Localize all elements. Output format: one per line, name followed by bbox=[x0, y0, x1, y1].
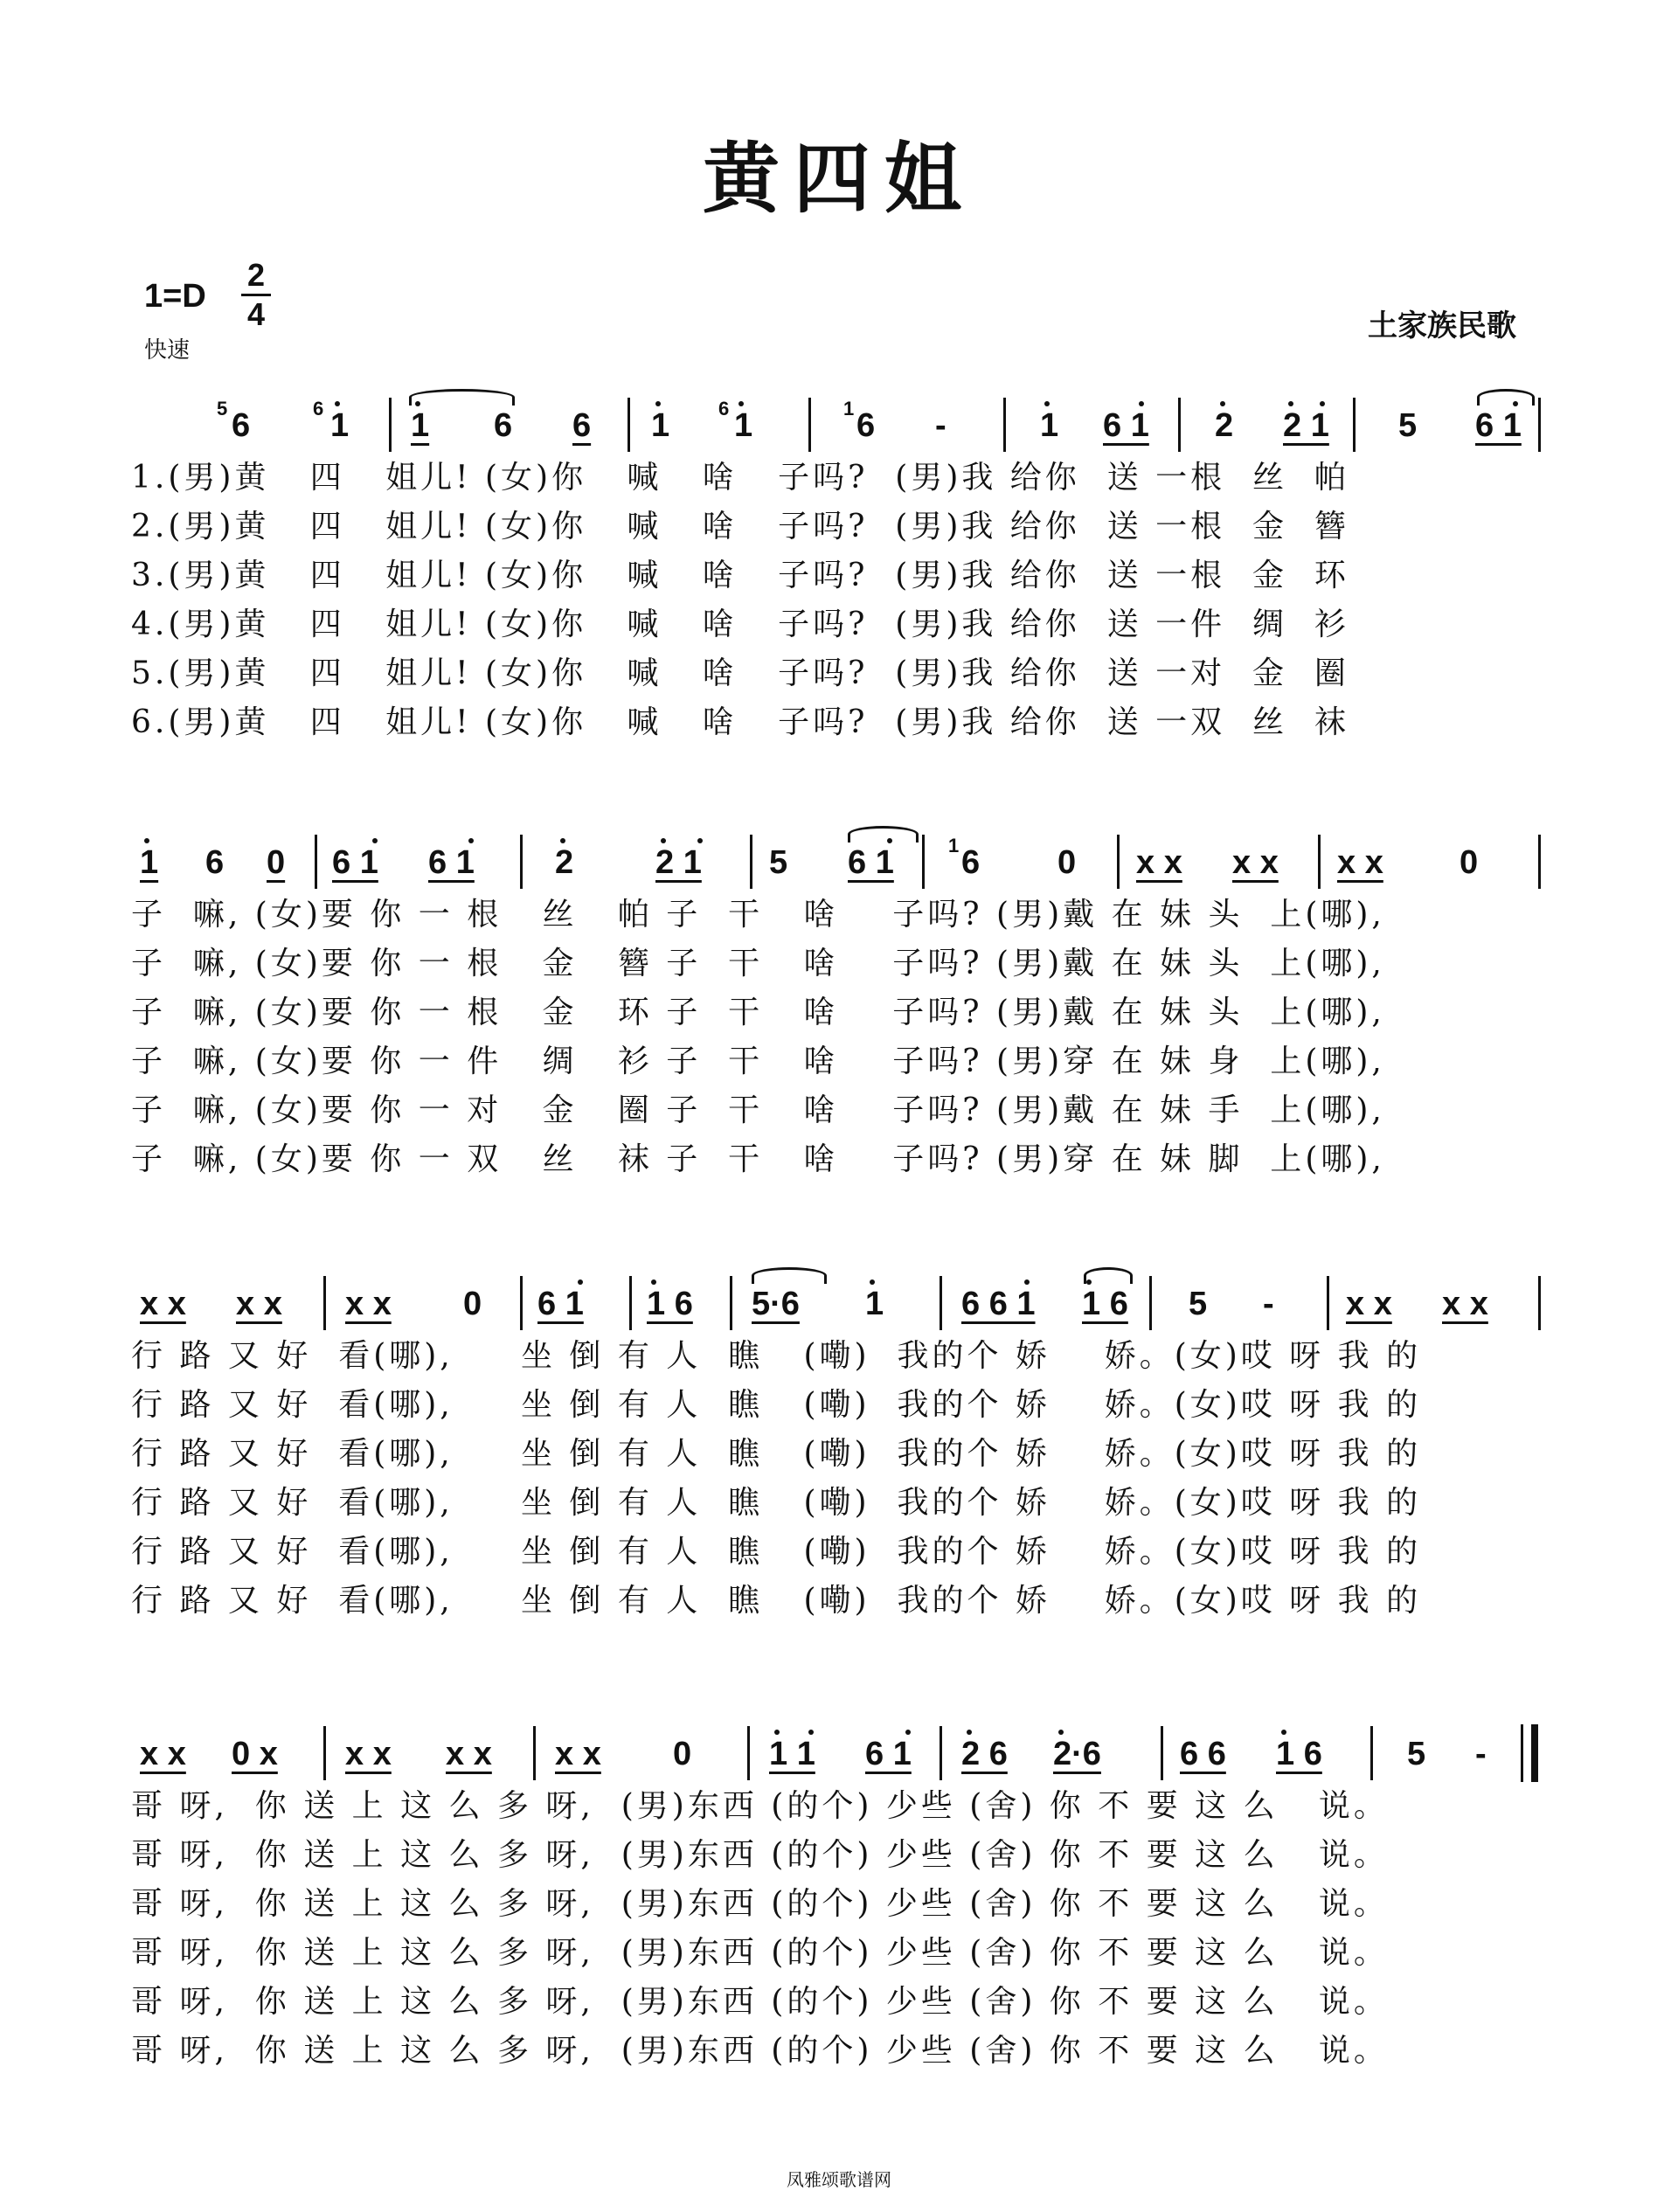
note: 1 bbox=[330, 407, 350, 444]
note: - bbox=[1475, 1736, 1487, 1772]
note: 2 bbox=[1215, 407, 1234, 444]
lyric-line: 子 嘛, (女)要 你 一 根 金 环 子 干 啥 子吗? (男)戴 在 妹 头 上(哪), bbox=[131, 995, 1385, 1030]
tempo-marking: 快速 bbox=[144, 337, 191, 364]
note: 6 1 bbox=[848, 844, 894, 881]
key-signature: 1=D bbox=[144, 278, 206, 315]
note: 6 1 bbox=[332, 844, 378, 881]
note: 6 6 bbox=[1180, 1736, 1226, 1772]
note: 6 bbox=[856, 407, 876, 444]
note: 6 bbox=[961, 844, 981, 881]
footer-credit: 凤雅颂歌谱网 bbox=[787, 2169, 891, 2190]
note: x x bbox=[236, 1286, 282, 1322]
note: 1 bbox=[140, 844, 159, 881]
lyric-line: 子 嘛, (女)要 你 一 双 丝 袜 子 干 啥 子吗? (男)穿 在 妹 脚 上(哪), bbox=[131, 1141, 1385, 1177]
note: 1 6 bbox=[647, 1286, 693, 1322]
note: 1 bbox=[734, 407, 753, 444]
note: 6 bbox=[232, 407, 251, 444]
lyric-line: 行 路 又 好 看(哪), 坐 倒 有 人 瞧 (嘞) 我的个 娇 娇。(女)哎 呀 我 的 bbox=[131, 1583, 1422, 1619]
note: 1 bbox=[411, 407, 430, 444]
lyric-line: 子 嘛, (女)要 你 一 件 绸 衫 子 干 啥 子吗? (男)穿 在 妹 身 上(哪), bbox=[131, 1044, 1385, 1079]
note: - bbox=[935, 407, 946, 444]
note: 2·6 bbox=[1053, 1736, 1101, 1772]
song-source: 土家族民歌 bbox=[1368, 309, 1516, 343]
note: 6 1 bbox=[1103, 407, 1149, 444]
lyric-line: 行 路 又 好 看(哪), 坐 倒 有 人 瞧 (嘞) 我的个 娇 娇。(女)哎 呀 我 的 bbox=[131, 1534, 1422, 1570]
note: 2 1 bbox=[1283, 407, 1329, 444]
lyric-line: 行 路 又 好 看(哪), 坐 倒 有 人 瞧 (嘞) 我的个 娇 娇。(女)哎 呀 我 的 bbox=[131, 1485, 1422, 1521]
time-sig-top: 2 bbox=[246, 257, 266, 293]
time-signature bbox=[241, 259, 271, 331]
note: x x bbox=[1346, 1286, 1392, 1322]
note: 5·6 bbox=[752, 1286, 800, 1322]
note: 0 bbox=[267, 844, 286, 881]
note: 2 6 bbox=[961, 1736, 1008, 1772]
notes-row: 1 6 0 6 1 6 1 2 2 1 5 6 1 1 6 0 x x x x x x 0 bbox=[0, 835, 1678, 896]
lyric-line: 子 嘛, (女)要 你 一 对 金 圈 子 干 啥 子吗? (男)戴 在 妹 手 上(哪), bbox=[131, 1092, 1385, 1128]
note: 6 1 bbox=[865, 1736, 912, 1772]
note: 0 bbox=[673, 1736, 692, 1772]
note: 6 1 bbox=[1475, 407, 1522, 444]
note: 2 bbox=[555, 844, 574, 881]
note: 5 bbox=[1189, 1286, 1208, 1322]
note: 6 bbox=[205, 844, 225, 881]
note: x x bbox=[1136, 844, 1182, 881]
notes-row bbox=[0, 1276, 1678, 1337]
note: x x bbox=[345, 1736, 392, 1772]
note: 6 bbox=[494, 407, 513, 444]
lyric-line: 哥 呀, 你 送 上 这 么 多 呀, (男)东西 (的个) 少些 (舍) 你 不 要 这 么 说。 bbox=[131, 1837, 1389, 1873]
note: - bbox=[1263, 1286, 1274, 1322]
lyric-line: 哥 呀, 你 送 上 这 么 多 呀, (男)东西 (的个) 少些 (舍) 你 不 要 这 么 说。 bbox=[131, 1984, 1389, 2020]
note: x x bbox=[345, 1286, 392, 1322]
lyric-line: 行 路 又 好 看(哪), 坐 倒 有 人 瞧 (嘞) 我的个 娇 娇。(女)哎 呀 我 的 bbox=[131, 1387, 1422, 1423]
note: 6 6 1 bbox=[961, 1286, 1036, 1322]
lyric-line: 哥 呀, 你 送 上 这 么 多 呀, (男)东西 (的个) 少些 (舍) 你 不 要 这 么 说。 bbox=[131, 1886, 1389, 1922]
note: 5 bbox=[1407, 1736, 1426, 1772]
note: x x bbox=[1442, 1286, 1488, 1322]
note: 2 1 bbox=[655, 844, 702, 881]
note: 5 bbox=[769, 844, 788, 881]
note: 0 bbox=[1460, 844, 1479, 881]
notes-row bbox=[0, 1726, 1678, 1787]
lyric-line: 4.(男)黄 四 姐儿! (女)你 喊 啥 子吗? (男)我 给你 送 一件 绸 衫 bbox=[131, 607, 1349, 642]
note: 1 bbox=[651, 407, 670, 444]
note: x x bbox=[1337, 844, 1383, 881]
note: x x bbox=[1232, 844, 1279, 881]
note: 6 1 bbox=[428, 844, 475, 881]
note: 6 bbox=[572, 407, 592, 444]
lyric-line: 哥 呀, 你 送 上 这 么 多 呀, (男)东西 (的个) 少些 (舍) 你 不 要 这 么 说。 bbox=[131, 2033, 1389, 2069]
note: 1 bbox=[1040, 407, 1059, 444]
lyric-line: 哥 呀, 你 送 上 这 么 多 呀, (男)东西 (的个) 少些 (舍) 你 不 要 这 么 说。 bbox=[131, 1788, 1389, 1824]
note: x x bbox=[555, 1736, 601, 1772]
note: 0 x bbox=[232, 1736, 278, 1772]
note: 0 bbox=[463, 1286, 482, 1322]
note: 1 1 bbox=[769, 1736, 815, 1772]
time-sig-bottom: 4 bbox=[246, 296, 266, 332]
note: 1 6 bbox=[1276, 1736, 1322, 1772]
note: 5 bbox=[1398, 407, 1418, 444]
note: x x bbox=[446, 1736, 492, 1772]
note: 1 6 bbox=[1082, 1286, 1128, 1322]
lyric-line: 行 路 又 好 看(哪), 坐 倒 有 人 瞧 (嘞) 我的个 娇 娇。(女)哎 呀 我 的 bbox=[131, 1436, 1422, 1472]
note: x x bbox=[140, 1286, 186, 1322]
lyric-line: 3.(男)黄 四 姐儿! (女)你 喊 啥 子吗? (男)我 给你 送 一根 金 环 bbox=[131, 558, 1349, 593]
lyric-line: 行 路 又 好 看(哪), 坐 倒 有 人 瞧 (嘞) 我的个 娇 娇。(女)哎 呀 我 的 bbox=[131, 1338, 1422, 1374]
note: 1 bbox=[865, 1286, 884, 1322]
lyric-line: 子 嘛, (女)要 你 一 根 金 簪 子 干 啥 子吗? (男)戴 在 妹 头 上(哪), bbox=[131, 946, 1385, 981]
lyric-line: 子 嘛, (女)要 你 一 根 丝 帕 子 干 啥 子吗? (男)戴 在 妹 头 上(哪), bbox=[131, 897, 1385, 933]
notes-row: 5 6 6 1 1 6 6 1 6 1 1 6 - 1 6 1 2 2 1 5 6 1 bbox=[0, 398, 1678, 459]
page-title: 黄四姐 bbox=[702, 134, 975, 224]
lyric-line: 5.(男)黄 四 姐儿! (女)你 喊 啥 子吗? (男)我 给你 送 一对 金 圈 bbox=[131, 655, 1349, 691]
lyric-line: 哥 呀, 你 送 上 这 么 多 呀, (男)东西 (的个) 少些 (舍) 你 不 要 这 么 说。 bbox=[131, 1935, 1389, 1971]
note: x x bbox=[140, 1736, 186, 1772]
lyric-line: 6.(男)黄 四 姐儿! (女)你 喊 啥 子吗? (男)我 给你 送 一双 丝 袜 bbox=[131, 704, 1349, 740]
lyric-line: 1.(男)黄 四 姐儿! (女)你 喊 啥 子吗? (男)我 给你 送 一根 丝 帕 bbox=[131, 460, 1349, 496]
note: 6 1 bbox=[537, 1286, 584, 1322]
lyric-line: 2.(男)黄 四 姐儿! (女)你 喊 啥 子吗? (男)我 给你 送 一根 金 簪 bbox=[131, 509, 1349, 544]
note: 0 bbox=[1057, 844, 1077, 881]
